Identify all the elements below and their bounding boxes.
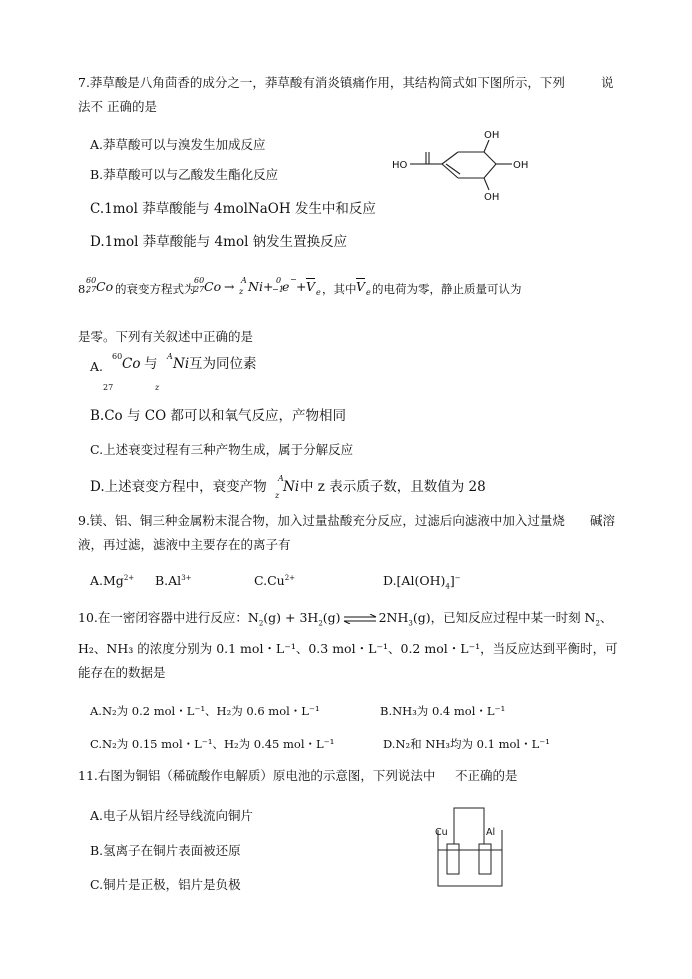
q7-option-a: A.莽草酸可以与溴发生加成反应 bbox=[90, 137, 266, 152]
q11-option-a: A.电子从铝片经导线流向铜片 bbox=[90, 808, 254, 823]
q10-l1c: (g) bbox=[322, 610, 341, 625]
q10-sub-nh3: 3 bbox=[408, 619, 413, 628]
q8-option-a-ni: Ni bbox=[173, 356, 190, 372]
q7-stem-line1: 7.莽草酸是八角茴香的成分之一，莽草酸有消炎镇痛作用，其结构简式如下图所示，下列 bbox=[78, 75, 565, 90]
q8-eq-eminus: − bbox=[290, 275, 297, 284]
equilibrium-arrow-icon bbox=[343, 614, 377, 624]
q9-option-d-text: D.[Al(OH) bbox=[383, 573, 446, 588]
q8-option-d-prefix: D.上述衰变方程中，衰变产物 bbox=[90, 479, 267, 495]
q9-option-d-end: ] bbox=[449, 573, 455, 588]
shikimic-acid-structure bbox=[388, 126, 538, 204]
q8-option-d-a: A bbox=[278, 474, 284, 483]
q11-stem: 11.右图为铜铝（稀硫酸作电解质）原电池的示意图，下列说法中 bbox=[78, 768, 436, 783]
galvanic-cell-diagram bbox=[432, 800, 512, 892]
q7-option-c: C.1mol 莽草酸能与 4molNaOH 发生中和反应 bbox=[90, 201, 376, 217]
q8-eq-arrow: → bbox=[224, 279, 235, 294]
q10-option-b: B.NH₃为 0.4 mol・L⁻¹ bbox=[380, 704, 506, 718]
q8-eq-vsub: e bbox=[316, 288, 321, 297]
q10-l1d: 2NH bbox=[378, 610, 409, 625]
q10-l1b: (g) + 3H bbox=[263, 610, 319, 625]
oh-right-label: OH bbox=[513, 160, 529, 171]
q9-option-a bbox=[90, 573, 134, 589]
q8-eq-co: Co bbox=[96, 279, 114, 294]
q11-option-c: C.铜片是正极，铝片是负极 bbox=[90, 877, 241, 892]
oh-top-label: OH bbox=[484, 130, 500, 141]
q8-eq-vsub-2: e bbox=[366, 288, 371, 297]
q9-option-d-sub: 4 bbox=[445, 582, 450, 591]
q9-option-b-sup: 3+ bbox=[181, 573, 192, 582]
q8-option-a-yu: 与 bbox=[144, 356, 158, 372]
q8-eq-plus1: + bbox=[263, 279, 274, 294]
q9-option-b-text: B.Al bbox=[155, 573, 182, 588]
q8-eq-plus2: + bbox=[296, 279, 307, 294]
q10-sub-h2: 2 bbox=[318, 619, 323, 628]
q8-eq-zsub: z bbox=[239, 287, 244, 296]
q10-option-a: A.N₂为 0.2 mol・L⁻¹、H₂为 0.6 mol・L⁻¹ bbox=[90, 704, 320, 718]
q7-option-b: B.莽草酸可以与乙酸发生酯化反应 bbox=[90, 167, 279, 182]
q7-stem-line2: 法不 正确的是 bbox=[78, 99, 157, 114]
q11-stem-not: 不正确的是 bbox=[455, 768, 518, 783]
q9-option-c-text: C.Cu bbox=[254, 573, 285, 588]
q9-option-a-text: A.Mg bbox=[90, 573, 124, 588]
q10-stem-line1: 10.在一密闭容器中进行反应：$N_2(g) + 3H_2(g)$ $2NH_3(g)$，已知反应过程中某一时刻 $N_2$、 bbox=[78, 610, 613, 628]
q8-eq-z-2: 27 bbox=[194, 285, 205, 294]
q8-option-c: C.上述衰变过程有三种产物生成，属于分解反应 bbox=[90, 442, 354, 457]
q8-eq-e: e bbox=[282, 279, 290, 294]
q9-stem-jian: 碱溶 bbox=[590, 513, 616, 528]
q10-option-c: C.N₂为 0.15 mol・L⁻¹、H₂为 0.45 mol・L⁻¹ bbox=[90, 737, 335, 751]
q10-stem-line2: H₂、NH₃ 的浓度分别为 0.1 mol・L⁻¹、0.3 mol・L⁻¹、0.2 mol・L⁻¹，当反应达到平衡时，可 bbox=[78, 641, 618, 656]
q8-eq-e0: 0 bbox=[276, 276, 282, 285]
q8-eq-a: A bbox=[241, 276, 247, 285]
q8-stem-line2: 是零。下列有关叙述中正确的是 bbox=[78, 329, 254, 344]
q8-option-b: B.Co 与 CO 都可以和氧气反应，产物相同 bbox=[90, 408, 346, 424]
q11-option-b: B.氢离子在铜片表面被还原 bbox=[90, 843, 241, 858]
q9-option-c bbox=[254, 573, 295, 589]
q8-option-a-z27: 27 bbox=[103, 383, 114, 392]
al-electrode-label: Al bbox=[486, 827, 496, 838]
q8-eq-mass: 60 bbox=[86, 276, 97, 285]
q8-option-a-prefix: A. bbox=[90, 359, 104, 374]
q10-l1a: 10.在一密闭容器中进行反应：N bbox=[78, 610, 259, 625]
q10-sub-n2-end: 2 bbox=[595, 619, 600, 628]
q8-eq-ni: Ni bbox=[248, 279, 263, 294]
q7-stem-shuo: 说 bbox=[601, 75, 614, 90]
q8-option-d-rest: 中 z 表示质子数，且数值为 28 bbox=[300, 479, 486, 495]
q8-option-d-z: z bbox=[275, 491, 280, 500]
q10-stem-line3: 能存在的数据是 bbox=[78, 665, 166, 680]
q8-option-a-zz: z bbox=[155, 383, 160, 392]
q8-eq-co-2: Co bbox=[204, 279, 222, 294]
oh-bottom-label: OH bbox=[484, 192, 500, 203]
q8-stem-mid: ，其中 bbox=[322, 282, 357, 296]
q8-option-a-co: Co bbox=[122, 356, 141, 372]
cu-electrode-label: Cu bbox=[435, 827, 448, 838]
q8-eq-mass-2: 60 bbox=[194, 276, 205, 285]
q9-option-a-sup: 2+ bbox=[123, 573, 135, 582]
q8-option-a-a: A bbox=[167, 352, 173, 361]
q8-eq-em1: −1 bbox=[272, 285, 284, 294]
ho-left-label: HO bbox=[392, 160, 408, 171]
q8-option-a-mass: 60 bbox=[112, 352, 123, 361]
q8-eq-text1: 的衰变方程式为 bbox=[115, 282, 196, 296]
q9-option-d bbox=[383, 573, 461, 589]
q9-option-d-sup: − bbox=[454, 573, 461, 582]
q9-stem-line2: 液，再过滤，滤液中主要存在的离子有 bbox=[78, 537, 291, 552]
q10-sub-n2: 2 bbox=[258, 619, 264, 628]
q8-prefix: 8. bbox=[78, 282, 89, 296]
q10-option-d: D.N₂和 NH₃均为 0.1 mol・L⁻¹ bbox=[383, 737, 550, 751]
q8-option-d-ni: Ni bbox=[283, 479, 300, 495]
q8-eq-v-2: V bbox=[356, 279, 366, 294]
q8-eq-z: 27 bbox=[86, 285, 97, 294]
q9-option-c-sup: 2+ bbox=[284, 573, 296, 582]
q9-option-b bbox=[155, 573, 192, 589]
q8-eq-v: V bbox=[306, 279, 316, 294]
q10-l1e: (g)，已知反应过程中某一时刻 N bbox=[412, 610, 596, 625]
q8-option-a-rest: 互为同位素 bbox=[189, 356, 257, 372]
q8-stem-end: 的电荷为零，静止质量可认为 bbox=[372, 282, 522, 296]
q9-stem-line1: 9.镁、铝、铜三种金属粉末混合物，加入过量盐酸充分反应，过滤后向滤液中加入过量烧 bbox=[78, 513, 565, 528]
q7-option-d: D.1mol 莽草酸能与 4mol 钠发生置换反应 bbox=[90, 234, 348, 250]
